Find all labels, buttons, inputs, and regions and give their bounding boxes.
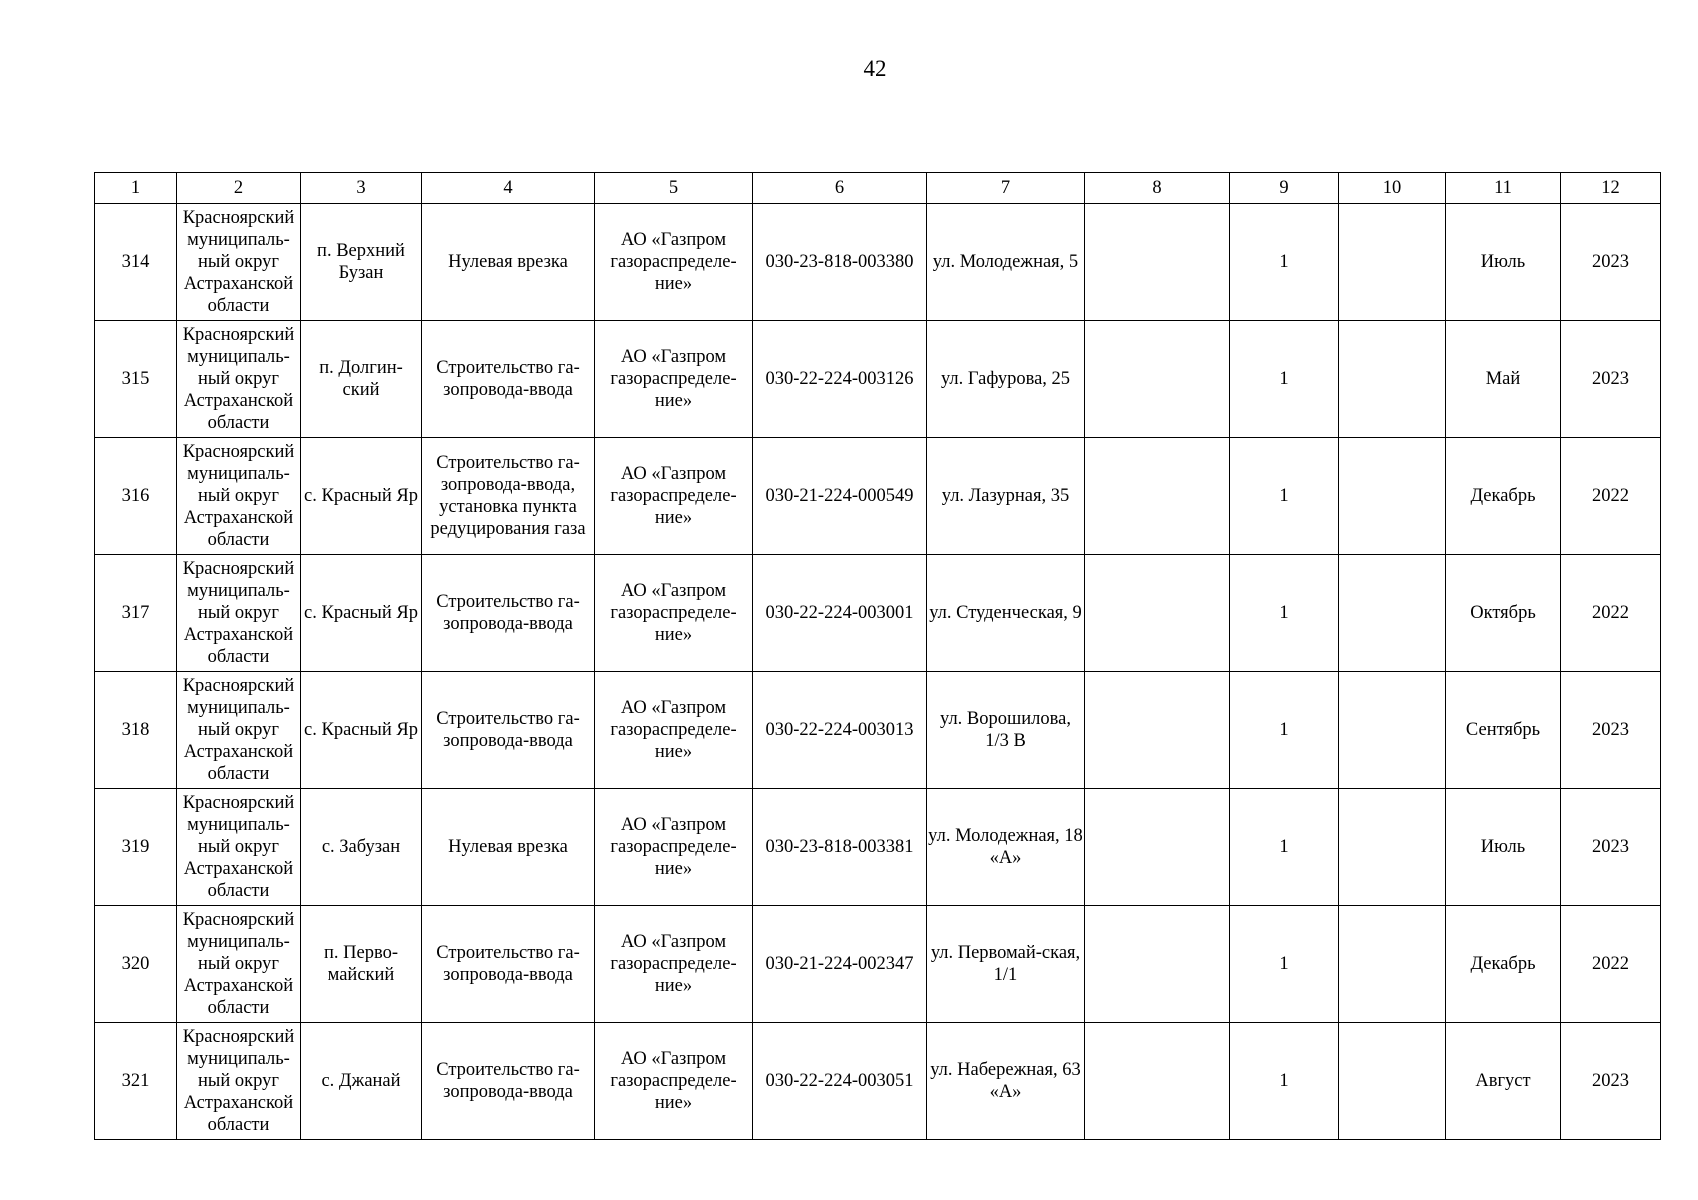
- organization-cell: [595, 438, 753, 555]
- application-code-cell: [753, 555, 927, 672]
- work-type-cell: [422, 204, 595, 321]
- year-cell: [1561, 672, 1661, 789]
- organization-cell: [595, 555, 753, 672]
- organization-cell: [595, 204, 753, 321]
- work-type-cell-text: Строительство га-зопровода-ввода: [436, 1059, 580, 1102]
- address-cell-text: ул. Студенческая, 9: [929, 602, 1082, 623]
- district-cell-text: Красноярский муниципаль-ный округ Астраханской области: [182, 1026, 295, 1136]
- address-cell-text: ул. Ворошилова, 1/3 В: [940, 708, 1071, 751]
- address-cell-text: ул. Лазурная, 35: [941, 485, 1070, 506]
- column-number-cell: 6: [753, 173, 927, 204]
- column-10-cell: [1339, 204, 1446, 321]
- column-number-cell: 12: [1561, 173, 1661, 204]
- quantity-cell-text: 1: [1279, 368, 1289, 389]
- month-cell-text: Октябрь: [1470, 602, 1536, 623]
- row-number-cell-text: 314: [121, 251, 150, 272]
- application-code-cell-text: 030-23-818-003380: [765, 251, 914, 272]
- month-cell-text: Июль: [1480, 836, 1526, 857]
- column-8-cell: [1085, 1023, 1230, 1140]
- month-cell: [1446, 438, 1561, 555]
- year-cell-text: 2022: [1592, 485, 1629, 506]
- work-type-cell-text: Строительство га-зопровода-ввода: [436, 708, 580, 751]
- year-cell: [1561, 555, 1661, 672]
- work-type-cell: [422, 555, 595, 672]
- column-10-cell: [1339, 1023, 1446, 1140]
- row-number-cell-text: 320: [121, 953, 150, 974]
- year-cell: [1561, 789, 1661, 906]
- settlement-cell-text: с. Красный Яр: [304, 485, 418, 506]
- quantity-cell: [1230, 672, 1339, 789]
- work-type-cell-text: Строительство га-зопровода-ввода: [436, 357, 580, 400]
- application-code-cell: [753, 672, 927, 789]
- settlement-cell-text: п. Долгин-ский: [319, 357, 403, 400]
- address-cell-text: ул. Гафурова, 25: [940, 368, 1071, 389]
- year-cell-text: 2023: [1592, 368, 1629, 389]
- organization-cell-text: АО «Газпром газораспределе-ние»: [610, 580, 737, 646]
- year-cell-text: 2023: [1592, 719, 1629, 740]
- organization-cell-text: АО «Газпром газораспределе-ние»: [610, 463, 737, 529]
- row-number-cell: [95, 438, 177, 555]
- address-cell: [927, 321, 1085, 438]
- organization-cell: [595, 906, 753, 1023]
- month-cell-text: Май: [1485, 368, 1521, 389]
- organization-cell: [595, 789, 753, 906]
- column-10-cell: [1339, 672, 1446, 789]
- application-code-cell: [753, 321, 927, 438]
- table-row: [95, 906, 1661, 1023]
- month-cell-text: Август: [1475, 1070, 1531, 1091]
- column-number-row: [95, 173, 1661, 204]
- table-row: [95, 1023, 1661, 1140]
- application-code-cell-text: 030-22-224-003013: [765, 719, 914, 740]
- quantity-cell-text: 1: [1279, 836, 1289, 857]
- district-cell-text: Красноярский муниципаль-ный округ Астраханской области: [182, 558, 295, 668]
- application-code-cell: [753, 906, 927, 1023]
- year-cell-text: 2022: [1592, 953, 1629, 974]
- address-cell-text: ул. Набережная, 63 «А»: [930, 1059, 1081, 1102]
- address-cell-text: ул. Первомай-ская, 1/1: [930, 942, 1081, 985]
- quantity-cell-text: 1: [1279, 1070, 1289, 1091]
- column-number-cell: 1: [95, 173, 177, 204]
- organization-cell-text: АО «Газпром газораспределе-ние»: [610, 229, 737, 295]
- row-number-cell: [95, 1023, 177, 1140]
- quantity-cell: [1230, 204, 1339, 321]
- quantity-cell: [1230, 1023, 1339, 1140]
- row-number-cell: [95, 672, 177, 789]
- application-code-cell-text: 030-21-224-002347: [765, 953, 914, 974]
- address-cell: [927, 1023, 1085, 1140]
- district-cell: [177, 906, 301, 1023]
- address-cell: [927, 438, 1085, 555]
- table-row: [95, 321, 1661, 438]
- column-10-cell: [1339, 555, 1446, 672]
- quantity-cell-text: 1: [1279, 953, 1289, 974]
- organization-cell-text: АО «Газпром газораспределе-ние»: [610, 1048, 737, 1114]
- district-cell-text: Красноярский муниципаль-ный округ Астраханской области: [182, 207, 295, 317]
- address-cell-text: ул. Молодежная, 5: [932, 251, 1079, 272]
- month-cell-text: Декабрь: [1470, 485, 1536, 506]
- row-number-cell: [95, 321, 177, 438]
- application-code-cell: [753, 1023, 927, 1140]
- application-code-cell-text: 030-23-818-003381: [765, 836, 914, 857]
- month-cell: [1446, 321, 1561, 438]
- district-cell-text: Красноярский муниципаль-ный округ Астраханской области: [182, 792, 295, 902]
- organization-cell-text: АО «Газпром газораспределе-ние»: [610, 814, 737, 880]
- gas-connection-table: [94, 172, 1661, 1140]
- row-number-cell: [95, 204, 177, 321]
- settlement-cell: [301, 555, 422, 672]
- application-code-cell: [753, 789, 927, 906]
- year-cell: [1561, 1023, 1661, 1140]
- table-row: [95, 438, 1661, 555]
- column-8-cell: [1085, 204, 1230, 321]
- month-cell: [1446, 906, 1561, 1023]
- work-type-cell: [422, 438, 595, 555]
- district-cell: [177, 438, 301, 555]
- row-number-cell-text: 321: [121, 1070, 150, 1091]
- year-cell-text: 2023: [1592, 1070, 1629, 1091]
- work-type-cell: [422, 789, 595, 906]
- row-number-cell-text: 315: [121, 368, 150, 389]
- quantity-cell: [1230, 321, 1339, 438]
- row-number-cell: [95, 789, 177, 906]
- column-10-cell: [1339, 906, 1446, 1023]
- table-row: [95, 672, 1661, 789]
- column-number-cell: 5: [595, 173, 753, 204]
- address-cell: [927, 672, 1085, 789]
- column-10-cell: [1339, 321, 1446, 438]
- application-code-cell-text: 030-22-224-003126: [765, 368, 914, 389]
- quantity-cell: [1230, 906, 1339, 1023]
- column-number-cell: 3: [301, 173, 422, 204]
- month-cell: [1446, 1023, 1561, 1140]
- column-number-cell: 10: [1339, 173, 1446, 204]
- address-cell-text: ул. Молодежная, 18 «А»: [928, 825, 1083, 868]
- district-cell: [177, 204, 301, 321]
- work-type-cell: [422, 1023, 595, 1140]
- column-number-cell: 2: [177, 173, 301, 204]
- year-cell: [1561, 906, 1661, 1023]
- column-number-cell: 7: [927, 173, 1085, 204]
- settlement-cell-text: с. Джанай: [321, 1070, 401, 1091]
- district-cell-text: Красноярский муниципаль-ный округ Астраханской области: [182, 441, 295, 551]
- settlement-cell: [301, 204, 422, 321]
- column-8-cell: [1085, 555, 1230, 672]
- organization-cell: [595, 672, 753, 789]
- month-cell: [1446, 789, 1561, 906]
- year-cell: [1561, 321, 1661, 438]
- district-cell: [177, 555, 301, 672]
- address-cell: [927, 555, 1085, 672]
- work-type-cell-text: Строительство га-зопровода-ввода: [436, 591, 580, 634]
- work-type-cell: [422, 321, 595, 438]
- organization-cell-text: АО «Газпром газораспределе-ние»: [610, 931, 737, 997]
- address-cell: [927, 906, 1085, 1023]
- year-cell-text: 2023: [1592, 251, 1629, 272]
- year-cell-text: 2022: [1592, 602, 1629, 623]
- month-cell: [1446, 555, 1561, 672]
- district-cell-text: Красноярский муниципаль-ный округ Астраханской области: [182, 909, 295, 1019]
- year-cell: [1561, 438, 1661, 555]
- month-cell: [1446, 672, 1561, 789]
- address-cell: [927, 789, 1085, 906]
- district-cell: [177, 672, 301, 789]
- row-number-cell: [95, 555, 177, 672]
- year-cell-text: 2023: [1592, 836, 1629, 857]
- district-cell-text: Красноярский муниципаль-ный округ Астраханской области: [182, 324, 295, 434]
- table-row: [95, 555, 1661, 672]
- district-cell-text: Красноярский муниципаль-ный округ Астраханской области: [182, 675, 295, 785]
- column-8-cell: [1085, 321, 1230, 438]
- settlement-cell: [301, 321, 422, 438]
- work-type-cell: [422, 672, 595, 789]
- column-number-cell: 8: [1085, 173, 1230, 204]
- settlement-cell-text: с. Красный Яр: [304, 602, 418, 623]
- quantity-cell: [1230, 555, 1339, 672]
- application-code-cell: [753, 438, 927, 555]
- column-10-cell: [1339, 789, 1446, 906]
- settlement-cell: [301, 906, 422, 1023]
- application-code-cell-text: 030-21-224-000549: [765, 485, 914, 506]
- month-cell-text: Декабрь: [1470, 953, 1536, 974]
- application-code-cell-text: 030-22-224-003051: [765, 1070, 914, 1091]
- quantity-cell-text: 1: [1279, 602, 1289, 623]
- district-cell: [177, 321, 301, 438]
- column-8-cell: [1085, 438, 1230, 555]
- quantity-cell: [1230, 438, 1339, 555]
- work-type-cell-text: Строительство га-зопровода-ввода, установка пункта редуцирования газа: [430, 452, 586, 540]
- organization-cell: [595, 321, 753, 438]
- quantity-cell-text: 1: [1279, 251, 1289, 272]
- table-row: [95, 204, 1661, 321]
- table-row: [95, 789, 1661, 906]
- organization-cell-text: АО «Газпром газораспределе-ние»: [610, 697, 737, 763]
- row-number-cell-text: 317: [121, 602, 150, 623]
- month-cell-text: Сентябрь: [1465, 719, 1541, 740]
- district-cell: [177, 1023, 301, 1140]
- column-number-cell: 9: [1230, 173, 1339, 204]
- settlement-cell-text: с. Забузан: [321, 836, 401, 857]
- settlement-cell-text: п. Перво-майский: [324, 942, 398, 985]
- address-cell: [927, 204, 1085, 321]
- application-code-cell-text: 030-22-224-003001: [765, 602, 914, 623]
- settlement-cell-text: п. Верхний Бузан: [317, 240, 405, 283]
- page-number: 42: [863, 56, 887, 81]
- settlement-cell: [301, 1023, 422, 1140]
- column-8-cell: [1085, 789, 1230, 906]
- quantity-cell-text: 1: [1279, 719, 1289, 740]
- column-8-cell: [1085, 672, 1230, 789]
- column-number-cell: 11: [1446, 173, 1561, 204]
- organization-cell: [595, 1023, 753, 1140]
- application-code-cell: [753, 204, 927, 321]
- year-cell: [1561, 204, 1661, 321]
- column-8-cell: [1085, 906, 1230, 1023]
- work-type-cell: [422, 906, 595, 1023]
- settlement-cell: [301, 672, 422, 789]
- work-type-cell-text: Нулевая врезка: [448, 251, 568, 272]
- settlement-cell: [301, 789, 422, 906]
- month-cell: [1446, 204, 1561, 321]
- row-number-cell-text: 316: [121, 485, 150, 506]
- quantity-cell-text: 1: [1279, 485, 1289, 506]
- settlement-cell-text: с. Красный Яр: [304, 719, 418, 740]
- row-number-cell-text: 318: [121, 719, 150, 740]
- district-cell: [177, 789, 301, 906]
- work-type-cell-text: Строительство га-зопровода-ввода: [436, 942, 580, 985]
- quantity-cell: [1230, 789, 1339, 906]
- row-number-cell: [95, 906, 177, 1023]
- organization-cell-text: АО «Газпром газораспределе-ние»: [610, 346, 737, 412]
- work-type-cell-text: Нулевая врезка: [448, 836, 568, 857]
- column-number-cell: 4: [422, 173, 595, 204]
- settlement-cell: [301, 438, 422, 555]
- month-cell-text: Июль: [1480, 251, 1526, 272]
- column-10-cell: [1339, 438, 1446, 555]
- row-number-cell-text: 319: [121, 836, 150, 857]
